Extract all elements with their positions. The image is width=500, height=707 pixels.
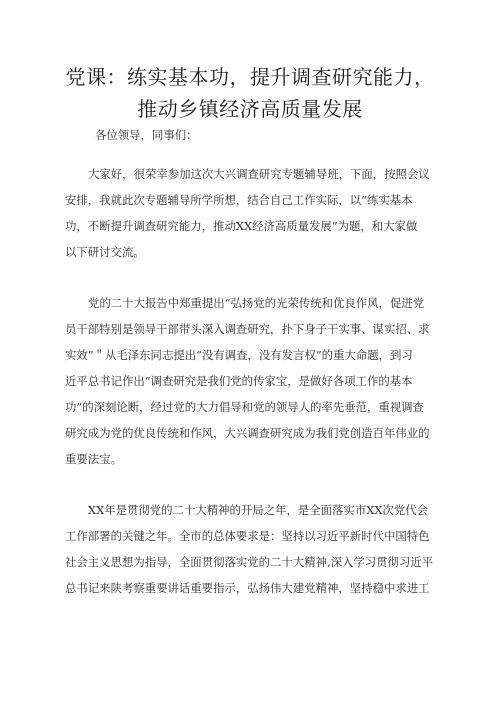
document-title-line-2: 推动乡镇经济高质量发展 xyxy=(137,97,363,121)
paragraph-2-line-6: 研究成为党的优良传统和作风，大兴调查研究成为我们党创造百年伟业的 xyxy=(65,426,430,440)
paragraph-2-line-7: 重要法宝。 xyxy=(65,452,122,466)
salutation: 各位领导，同事们： xyxy=(95,128,198,142)
paragraph-3-line-2: 工作部署的关键之年。全市的总体要求是：坚持以习近平新时代中国特色 xyxy=(65,529,430,543)
paragraph-1-line-1: 大家好，很荣幸参加这次大兴调查研究专题辅导班，下面，按照会议 xyxy=(88,167,430,181)
paragraph-1-line-2: 安排，我就此次专题辅导所学所想，结合自己工作实际，以“练实基本 xyxy=(65,193,413,207)
paragraph-2-line-2: 员干部特别是领导干部带头深入调查研究，扑下身子干实事、谋实招、求 xyxy=(65,322,430,336)
paragraph-2-line-1: 党的二十大报告中郑重提出“弘扬党的光荣传统和优良作风，促进党 xyxy=(88,296,425,310)
paragraph-1-line-3: 功，不断提升调查研究能力，推动XX经济高质量发展”为题，和大家做 xyxy=(65,219,418,233)
paragraph-3-line-1: XX年是贯彻党的二十大精神的开局之年，是全面落实市XX次党代会 xyxy=(88,503,428,517)
paragraph-1-line-4: 以下研讨交流。 xyxy=(65,245,145,259)
paragraph-3-line-3: 社会主义思想为指导，全面贯彻落实党的二十大精神,深入学习贯彻习近平 xyxy=(65,555,434,569)
document-title-line-1: 党课：练实基本功，提升调查研究能力， xyxy=(65,65,435,89)
paragraph-3-line-4: 总书记来陕考察重要讲话重要指示，弘扬伟大建党精神，坚持稳中求进工 xyxy=(65,581,430,595)
paragraph-2-line-3: 实效”＂从毛泽东同志提出“没有调查，没有发言权”的重大命题，到习 xyxy=(65,348,413,362)
paragraph-2-line-5: 功”的深刻论断，经过党的大力倡导和党的领导人的率先垂范，重视调查 xyxy=(65,400,424,414)
paragraph-2-line-4: 近平总书记作出“调查研究是我们党的传家宝，是做好各项工作的基本 xyxy=(65,374,413,388)
